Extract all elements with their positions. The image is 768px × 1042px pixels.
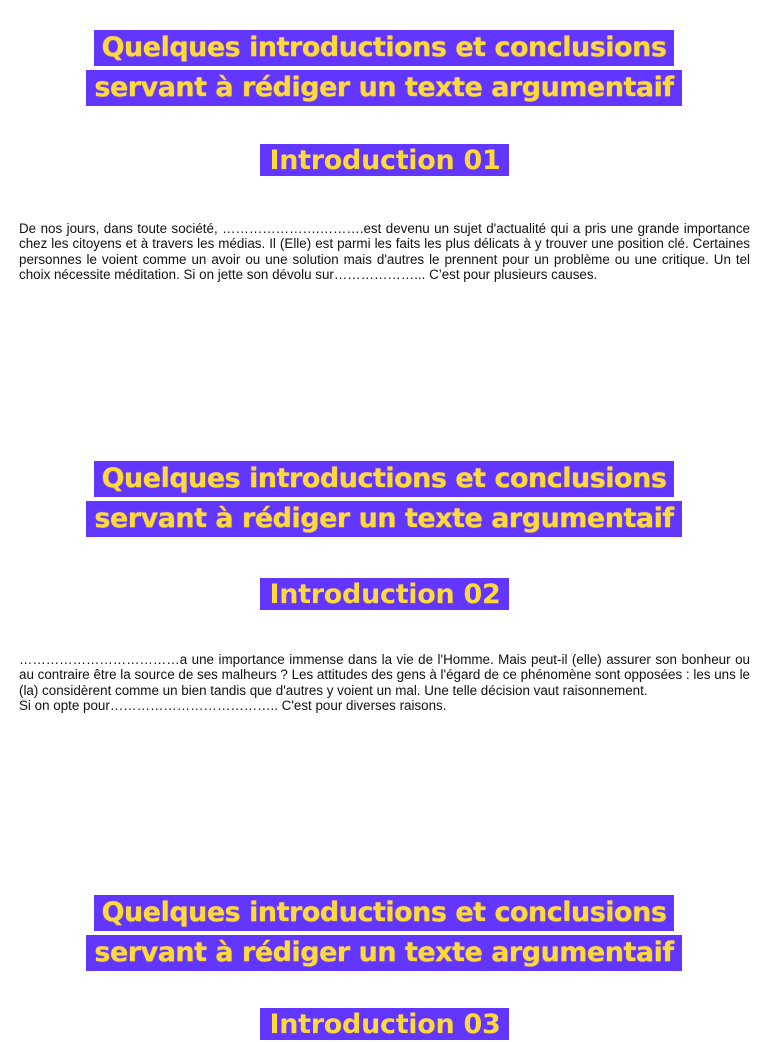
intro-01-paragraph	[19, 221, 750, 282]
page-title-line-2: servant à rédiger un texte argumentaif	[86, 70, 681, 106]
intro-02-paragraph	[19, 652, 750, 713]
page-title-line-1: Quelques introductions et conclusions	[94, 895, 675, 931]
page-title-line-2: servant à rédiger un texte argumentaif	[86, 935, 681, 971]
section-heading-label: Introduction 01	[260, 144, 509, 176]
intro-02-closing-line: Si on opte pour……………………………….. C'est pour diverses raisons.	[19, 697, 447, 713]
page-title-1	[0, 28, 768, 108]
section-heading-intro-03	[0, 1008, 768, 1040]
page-title-line-2: servant à rédiger un texte argumentaif	[86, 501, 681, 537]
page-title-3	[0, 893, 768, 973]
section-heading-label: Introduction 03	[260, 1008, 509, 1040]
page-title-line-1: Quelques introductions et conclusions	[94, 30, 675, 66]
section-heading-intro-01	[0, 144, 768, 176]
section-heading-intro-02	[0, 578, 768, 610]
section-heading-label: Introduction 02	[260, 578, 509, 610]
intro-02-text: ………………………………a une importance immense dans la vie de l'Homme. Mais peut-il (elle) assurer son bonheur ou au contraire être la source de ses malheurs ? Les attitudes des gens à l'égard de ce phénomène sont opposées : les uns le (la) considèrent comme un bien tandis que d'autres y voient un mal. Une telle décision vaut raisonnement.	[19, 652, 750, 698]
intro-01-text: De nos jours, dans toute société, ………………….……….est devenu un sujet d'actualité qui a pris une grande importance chez les citoyens et à travers les médias. Il (Elle) est parmi les faits les plus délicats à y trouver une position clé. Certaines personnes le voient comme un avoir ou une solution mais d'autres le prennent pour un problème ou une critique. Un tel choix nécessite méditation. Si on jette son dévolu sur………………... C’est pour plusieurs causes.	[19, 221, 750, 282]
page-title-2	[0, 459, 768, 539]
page-title-line-1: Quelques introductions et conclusions	[94, 461, 675, 497]
